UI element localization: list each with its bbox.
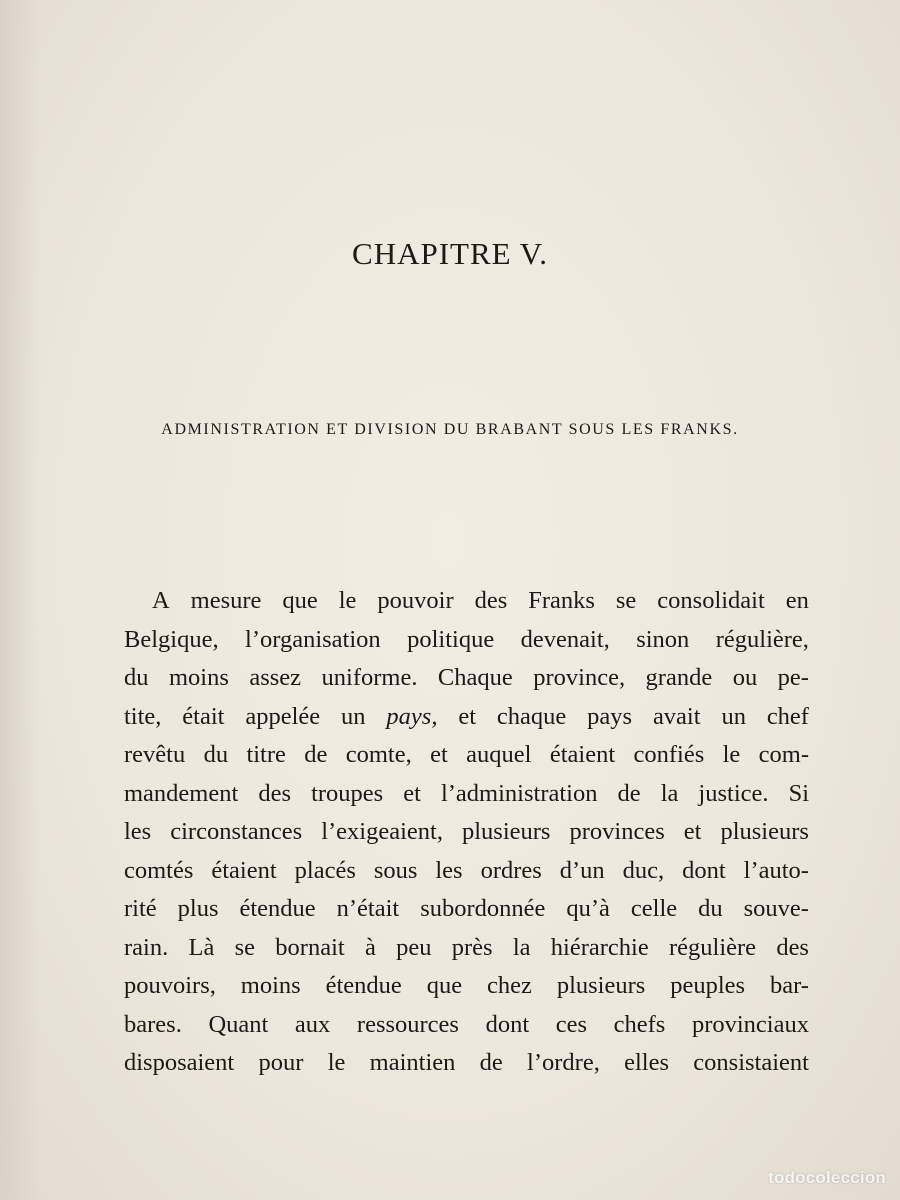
word: de [479,1049,503,1076]
word: l’auto- [743,856,809,884]
word: et [403,779,421,807]
word: rain. [124,933,169,961]
watermark-logo: todocoleccion [768,1168,886,1187]
text-line [124,929,809,968]
word: Si [788,779,809,807]
word: titre [246,741,286,768]
word: pays, [386,702,438,730]
word: Chaque [437,664,513,691]
word: auquel [466,741,532,768]
word: chez [487,972,532,999]
word: mesure [190,587,262,614]
word: que [426,972,463,999]
word: du [124,664,149,691]
word: les [435,856,463,884]
text-line [124,775,809,814]
word: Belgique, [124,625,219,653]
word: plusieurs [720,818,809,845]
word: grande [645,664,713,691]
word: peuples [670,972,746,999]
word: les [124,818,152,845]
body-paragraph [124,582,809,1083]
word: l’administration [440,779,598,807]
word: troupes [311,779,384,807]
word: aux [294,1010,331,1038]
word: provinciaux [691,1010,809,1038]
word: un [721,702,746,730]
word: à [364,933,376,961]
word: le [722,741,741,768]
word: ressources [356,1010,459,1038]
word: chefs [613,1010,666,1038]
word: chef [766,702,809,730]
word: celle [630,895,678,922]
word: duc, [622,856,665,884]
word: pays [587,702,633,730]
word: du [698,895,723,922]
word: confiés [633,741,705,768]
word: se [234,933,256,961]
word: Franks [528,587,595,614]
word: bares. [124,1010,182,1038]
word: de [617,779,641,807]
word: consistaient [693,1049,809,1076]
word: dont [682,856,726,884]
word: la [660,779,679,807]
word: régulière [668,933,757,961]
word: et [458,702,477,730]
word: pe- [777,664,809,691]
word: moins [168,664,229,691]
word: hiérarchie [550,933,649,961]
word: province, [533,664,626,691]
word: que [282,587,318,614]
word: n’était [336,895,400,922]
word: assez [249,664,302,691]
word: Là [188,933,215,961]
word: comtés [124,856,194,884]
word: pour [258,1049,304,1076]
word: pouvoirs, [124,972,216,999]
text-line [124,813,809,852]
word: comte, [345,741,412,768]
word: bar- [769,972,809,999]
word: dont [485,1010,530,1038]
word: chaque [496,702,567,730]
word: plusieurs [556,972,646,999]
word: étendue [239,895,316,922]
word: bornait [275,933,345,961]
word: étendue [325,972,402,999]
text-line [124,659,809,698]
word: se [615,587,637,614]
word: avait [652,702,701,730]
word: devenait, [520,625,610,653]
word: un [341,702,366,730]
word: qu’à [566,895,610,922]
word: politique [407,625,495,653]
word: disposaient [124,1049,235,1076]
word: rité [124,895,157,922]
word: était [182,702,225,730]
word: plus [177,895,219,922]
word: des [258,779,292,807]
word: elles [624,1049,670,1076]
word: étaient [549,741,616,768]
text-line [124,967,809,1006]
word: justice. [698,779,769,807]
word: des [474,587,508,614]
word: étaient [211,856,277,884]
word: tite, [124,702,162,730]
word: ou [732,664,758,691]
word: A [152,587,170,614]
word: pouvoir [377,587,454,614]
word: plusieurs [462,818,551,845]
word: mandement [124,779,239,807]
word: le [327,1049,346,1076]
word: circonstances [170,818,303,845]
word: peu [396,933,432,961]
word: souve- [743,895,809,922]
word: en [785,587,809,614]
word: l’ordre, [527,1049,600,1076]
show-through-text [360,0,860,190]
word: sinon [636,625,690,653]
word: placés [294,856,356,884]
word: près [451,933,493,961]
word: du [203,741,229,768]
word: l’exigeaient, [321,818,443,845]
word: revêtu [124,741,186,768]
word: subordonnée [420,895,546,922]
word: uniforme. [321,664,418,691]
chapter-title: CHAPITRE V. [352,236,548,271]
word: la [512,933,531,961]
word: l’organisation [245,625,381,653]
word: et [683,818,702,845]
word: com- [758,741,809,768]
word: le [338,587,357,614]
text-line [124,736,809,775]
word: ces [555,1010,588,1038]
word: ordres [480,856,542,884]
chapter-subtitle: ADMINISTRATION ET DIVISION DU BRABANT SOUS LES FRANKS. [161,421,739,438]
text-line [124,890,809,929]
word: sous [373,856,418,884]
text-line [124,1044,809,1083]
text-line [124,698,809,737]
text-line [124,852,809,891]
word: de [304,741,328,768]
word: des [776,933,809,961]
text-line [124,1006,809,1045]
word: Quant [208,1010,269,1038]
word: appelée [245,702,321,730]
word: moins [240,972,301,999]
word: régulière, [715,625,809,653]
word: consolidait [657,587,765,614]
text-line [124,582,809,621]
text-line [124,621,809,660]
word: provinces [569,818,665,845]
word: d’un [559,856,605,884]
word: et [430,741,448,768]
page-gutter-shadow [0,0,40,1200]
word: maintien [369,1049,456,1076]
